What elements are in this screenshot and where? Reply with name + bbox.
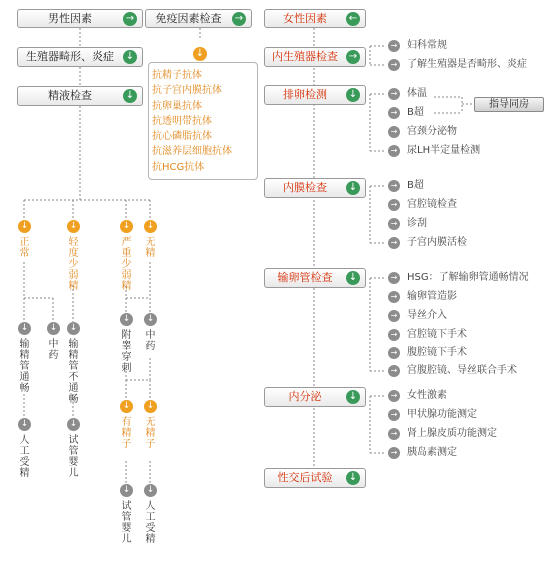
arrow-down-icon: ↓ [67,418,80,431]
semen-result-severe: 严重少弱精 [121,237,132,292]
arrow-right-icon: → [388,390,400,402]
female-factor-label: 女性因素 [283,11,327,25]
arrow-right-icon: → [388,428,400,440]
semen-test-label: 精液检查 [48,89,92,102]
arrow-right-icon: → [388,126,400,138]
mild-outcome: 试管婴儿 [68,435,79,479]
arrow-down-icon: ↓ [346,271,360,285]
arrow-down-icon: ↓ [346,471,360,485]
mild-option: 输精管不通畅 [68,339,79,405]
sperm-result-yes: 有精子 [121,417,132,450]
female-section-title: 内分泌 [288,390,322,403]
arrow-down-icon: ↓ [120,484,133,497]
arrow-down-icon: ↓ [144,220,157,233]
arrow-right-icon: → [388,199,400,211]
semen-result-none: 无精 [145,237,156,259]
arrow-left-icon: ← [346,12,360,26]
has-sperm-outcome: 试管婴儿 [121,501,132,545]
male-repro-box[interactable] [17,47,143,67]
female-section-title: 内膜检查 [283,181,327,194]
male-factor-box[interactable] [17,9,143,28]
antibody-item: 抗滋养层细胞抗体 [152,146,232,158]
male-factor-label: 男性因素 [48,11,92,25]
arrow-right-icon: → [388,107,400,119]
semen-result-normal: 正常 [19,237,30,259]
female-section-box[interactable] [264,85,366,105]
arrow-down-icon: ↓ [120,313,133,326]
severe-option: 附睾穿刺 [121,330,132,374]
arrow-right-icon: → [388,180,400,192]
arrow-right-icon: → [123,12,137,26]
arrow-down-icon: ↓ [18,418,31,431]
female-section-box[interactable] [264,387,366,407]
female-section-title: 排卵检测 [283,88,327,101]
female-section-title: 输卵管检查 [277,271,333,284]
normal-option: 输精管通畅 [19,339,30,394]
female-section-box[interactable] [264,268,366,288]
arrow-down-icon: ↓ [346,181,360,195]
arrow-right-icon: → [388,447,400,459]
arrow-down-icon: ↓ [18,322,31,335]
antibody-item: 抗卵巢抗体 [152,100,202,112]
arrow-right-icon: → [388,88,400,100]
antibody-item: 抗子宫内膜抗体 [152,85,222,97]
arrow-right-icon: → [388,329,400,341]
arrow-down-icon: ↓ [18,220,31,233]
arrow-right-icon: → [388,347,400,359]
arrow-right-icon: → [388,40,400,52]
antibody-item: 抗精子抗体 [152,70,202,81]
arrow-right-icon: → [388,237,400,249]
arrow-right-icon: → [388,218,400,230]
female-section-box[interactable] [264,47,366,67]
severe-option: 中药 [145,330,156,352]
arrow-down-icon: ↓ [346,390,360,404]
arrow-down-icon: ↓ [193,47,207,61]
antibody-item: 抗HCG抗体 [152,161,205,173]
antibody-item: 抗心磷脂抗体 [152,131,212,143]
female-section-title: 内生殖器检查 [272,50,338,63]
arrow-down-icon: ↓ [67,220,80,233]
arrow-right-icon: → [388,59,400,71]
immune-factor-box[interactable] [145,9,252,28]
female-section-title: 性交后试验 [277,471,333,484]
normal-outcome: 人工受精 [19,435,30,479]
arrow-down-icon: ↓ [123,50,137,64]
antibody-list [148,62,258,180]
arrow-down-icon: ↓ [47,322,60,335]
antibody-item: 抗透明带抗体 [152,115,212,127]
arrow-right-icon: → [388,291,400,303]
arrow-down-icon: ↓ [123,89,137,103]
arrow-right-icon: → [388,272,400,284]
guide-intercourse-tag: 指导同房 [474,97,544,112]
female-section-box[interactable] [264,468,366,488]
arrow-down-icon: ↓ [144,400,157,413]
arrow-down-icon: ↓ [144,484,157,497]
no-sperm-outcome: 人工受精 [145,501,156,545]
female-section-box[interactable] [264,178,366,198]
arrow-right-icon: → [232,12,246,26]
male-repro-label: 生殖器畸形、炎症 [26,50,114,63]
arrow-down-icon: ↓ [120,400,133,413]
arrow-right-icon: → [388,365,400,377]
arrow-right-icon: → [388,409,400,421]
arrow-down-icon: ↓ [144,313,157,326]
arrow-right-icon: → [388,145,400,157]
arrow-down-icon: ↓ [346,88,360,102]
arrow-down-icon: ↓ [67,322,80,335]
female-factor-box[interactable] [264,9,366,28]
arrow-down-icon: ↓ [120,220,133,233]
immune-factor-label: 免疫因素检查 [155,11,222,25]
arrow-right-icon: → [388,310,400,322]
semen-result-mild: 轻度少弱精 [68,237,79,292]
semen-test-box[interactable] [17,86,143,106]
sperm-result-no: 无精子 [145,417,156,450]
normal-option: 中药 [48,339,59,361]
arrow-right-icon: → [346,50,360,64]
